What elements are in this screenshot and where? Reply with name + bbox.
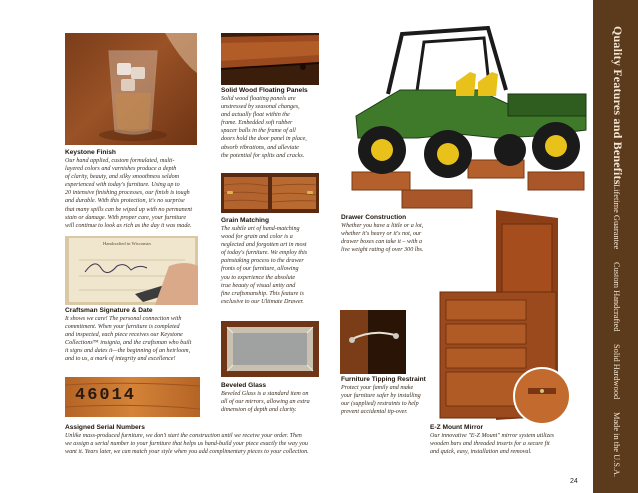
floating-panels-line: the potential for splits and cracks.	[221, 152, 305, 159]
craftsman-signature-line: It shows we care! The personal connection with	[65, 316, 182, 322]
tipping-restraint-body	[341, 384, 441, 416]
grain-matching-line: you to experience the absolute	[221, 274, 296, 281]
grain-matching-line: The subtle art of hand-matching	[221, 226, 300, 232]
serial-numbers-line: want it. Years later, we can match your style when you add complimentary pieces to your collection.	[65, 449, 309, 456]
tipping-restraint-line: your furniture safer by installing	[341, 393, 421, 400]
tipping-restraint-line: our (supplied) restraints to help	[341, 401, 419, 408]
grain-matching-line: of today's furniture. We employ this	[221, 250, 308, 257]
beveled-glass-line: Beveled Glass is a standard item on	[221, 391, 309, 397]
keystone-line: Our hand applied, custom formulated, multi-	[65, 158, 175, 164]
grain-matching-line: fine craftsmanship. This feature is	[221, 290, 304, 297]
sidebar-item-solid-hardwood: Solid Hardwood	[612, 344, 621, 400]
drawer-construction-line: whether it's heavy or it's not, our	[341, 231, 422, 238]
sidebar-item-made-in-usa: Made in the U.S.A.	[612, 412, 621, 478]
keystone-heading: Keystone Finish	[65, 149, 116, 156]
serial-numbers-line: we assign a serial number to your furniture that helps us hand-build your piece exactly the way you	[65, 441, 308, 448]
grain-matching-line: wood for grain and color is a	[221, 234, 293, 241]
craftsman-signature-line: Collections™ insignia, and the craftsman who built	[65, 340, 192, 347]
keystone-line: that many spills can be wiped up with no permanent	[65, 206, 193, 213]
grain-matching-line: exclusive to our Ultimate Drawer.	[221, 298, 304, 305]
signature-card-photo	[65, 236, 198, 305]
sidebar-item-custom-handcrafted: Custom Handcrafted	[612, 262, 621, 332]
keystone-line: experienced with today's furniture. Using up to	[65, 182, 180, 189]
floating-panels-line: frame. Embedded soft rubber	[221, 120, 293, 127]
beveled-glass-body	[221, 390, 333, 414]
drawer-construction-body	[341, 222, 461, 254]
floating-panels-line: absorb vibrations, and alleviate	[221, 144, 299, 151]
sidebar-item-lifetime-guarantee: Lifetime Guarantee	[612, 184, 621, 250]
floating-panels-line: Solid wood floating panels are	[221, 96, 296, 102]
beveled-glass-photo	[221, 321, 319, 377]
beveled-glass-line: dimension of depth and clarity.	[221, 407, 297, 414]
grain-matching-line: fronts of our furniture, allowing	[221, 266, 299, 273]
tipping-restraint-line: Protect your family and make	[341, 385, 414, 391]
craftsman-signature-line: commitment. When your furniture is completed	[65, 324, 180, 331]
craftsman-signature-line: and to us, a mark of integrity and excellence!	[65, 356, 176, 363]
serial-numbers-body	[65, 432, 365, 456]
floating-panels-body	[221, 95, 333, 160]
signature-card-text: Handcrafted in Wisconsin	[103, 241, 151, 246]
craftsman-signature-body	[65, 315, 215, 364]
keystone-body	[65, 157, 215, 230]
sidebar-band	[593, 0, 638, 493]
drawer-construction-heading: Drawer Construction	[341, 214, 407, 221]
floating-panels-line: unstressed by seasonal changes,	[221, 104, 300, 111]
keystone-line: layered colors and varnishes produce a depth	[65, 166, 177, 173]
grain-matching-photo	[221, 173, 319, 213]
utv-photo	[338, 20, 590, 212]
ez-mount-line: Our innovative "E-Z Mount" mirror system utilizes	[430, 433, 555, 439]
grain-matching-line: neglected and forgotten art in most	[221, 242, 307, 249]
drawer-construction-line: Whether you have a little or a lot,	[341, 223, 424, 229]
keystone-line: stain or damage. With proper care, your furniture	[65, 214, 187, 221]
keystone-line: and durable. With this protection, it's no surprise	[65, 198, 185, 205]
serial-number-value: 46014	[75, 386, 137, 405]
ez-mount-line: wooden bars and threaded inserts for a secure fit	[430, 441, 550, 448]
floating-panels-line: and actually float within the	[221, 112, 290, 119]
beveled-glass-line: all of our mirrors, allowing an extra	[221, 399, 310, 406]
grain-matching-heading: Grain Matching	[221, 217, 269, 224]
tipping-restraint-heading: Furniture Tipping Restraint	[341, 376, 426, 383]
keystone-line: of clarity, beauty, and silky smoothness seldom	[65, 174, 180, 181]
drawer-construction-line: drawer boxes can take it – with a	[341, 239, 423, 246]
serial-number-photo	[65, 377, 200, 417]
keystone-line: 20 intensive finishing processes, our finish is tough	[65, 190, 190, 197]
serial-numbers-line: Unlike mass-produced furniture, we don't start the construction until we receive your order. Then	[65, 433, 302, 439]
sidebar-title: Quality Features and Benefits	[611, 26, 625, 185]
ez-mount-line: and quick, easy, installation and removal.	[430, 449, 532, 456]
grain-matching-line: true beauty of visual unity and	[221, 282, 296, 289]
floating-panel-photo	[221, 33, 319, 85]
ez-mount-heading: E-Z Mount Mirror	[430, 424, 484, 431]
craftsman-signature-heading: Craftsman Signature & Date	[65, 307, 153, 314]
floating-panels-line: doors hold the door panel in place,	[221, 136, 307, 143]
craftsman-signature-line: and inspected, each piece receives our Keystone	[65, 332, 183, 339]
beveled-glass-heading: Beveled Glass	[221, 382, 267, 389]
keystone-line: will continue to look as rich as the day it was made.	[65, 222, 192, 229]
grain-matching-body	[221, 225, 333, 306]
tipping-restraint-line: prevent accidental tip-over.	[341, 409, 408, 416]
floating-panels-line: spacer balls in the frame of all	[221, 128, 296, 135]
ez-mount-body	[430, 432, 590, 456]
grain-matching-line: painstaking process to the drawer	[221, 258, 304, 265]
serial-numbers-heading: Assigned Serial Numbers	[65, 424, 145, 431]
craftsman-signature-line: it signs and dates it—the beginning of an heirloom,	[65, 348, 191, 355]
page-number: 24	[570, 478, 578, 485]
glass-photo	[65, 33, 197, 145]
tipping-restraint-photo	[340, 310, 406, 374]
drawer-construction-line: live weight rating of over 300 lbs.	[341, 247, 424, 254]
floating-panels-heading: Solid Wood Floating Panels	[221, 87, 308, 94]
